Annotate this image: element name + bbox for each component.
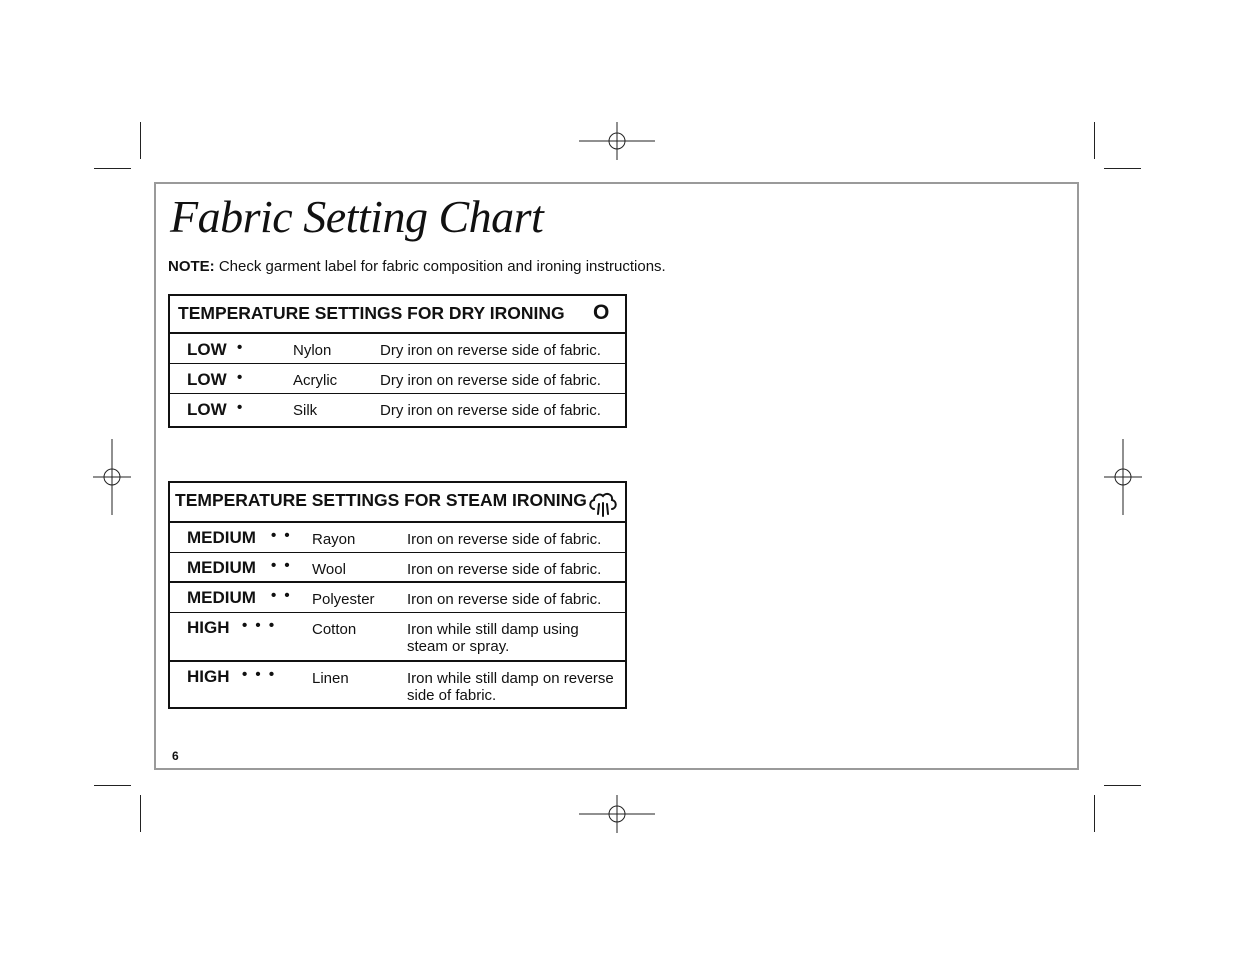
steam-table-header-text: TEMPERATURE SETTINGS FOR STEAM IRONING: [175, 490, 587, 510]
temperature-dots: • •: [271, 557, 292, 574]
temperature-dots: •: [237, 369, 245, 386]
table-row: [170, 662, 625, 709]
crop-mark: [140, 795, 141, 832]
registration-mark-icon: [579, 795, 655, 833]
note: [168, 258, 666, 275]
ironing-instruction: Iron on reverse side of fabric.: [407, 591, 602, 608]
fabric-name: Acrylic: [293, 372, 338, 389]
ironing-instruction: Iron on reverse side of fabric.: [407, 561, 602, 578]
temperature-dots: •: [237, 399, 245, 416]
temperature-dots: • • •: [242, 617, 277, 634]
table-row: [170, 583, 625, 613]
ironing-instruction: Dry iron on reverse side of fabric.: [380, 342, 601, 359]
temperature-dots: • • •: [242, 666, 277, 683]
fabric-name: Rayon: [312, 531, 356, 548]
table-row: [170, 394, 625, 424]
ironing-instruction: Iron while still damp using steam or spray.: [407, 621, 579, 655]
temperature-level: MEDIUM: [187, 558, 256, 577]
temperature-dots: • •: [271, 527, 292, 544]
temperature-dots: •: [237, 339, 245, 356]
crop-mark: [94, 168, 131, 169]
steam-icon: [588, 489, 618, 517]
dry-ironing-table: [168, 294, 627, 428]
fabric-name: Polyester: [312, 591, 375, 608]
table-row: [170, 523, 625, 553]
dry-table-header: [170, 296, 625, 334]
crop-mark: [1104, 785, 1141, 786]
ironing-instruction: Dry iron on reverse side of fabric.: [380, 402, 601, 419]
temperature-level: MEDIUM: [187, 588, 256, 607]
temperature-level: LOW: [187, 370, 227, 389]
note-label: NOTE:: [168, 258, 215, 275]
table-row: [170, 334, 625, 364]
fabric-name: Nylon: [293, 342, 332, 359]
fabric-name: Wool: [312, 561, 346, 578]
ironing-instruction: Iron while still damp on reverse side of fabric.: [407, 670, 614, 704]
registration-mark-icon: [579, 122, 655, 160]
temperature-level: MEDIUM: [187, 528, 256, 547]
table-row: [170, 613, 625, 662]
crop-mark: [1094, 795, 1095, 832]
steam-table-header: [170, 483, 625, 523]
ironing-instruction: Iron on reverse side of fabric.: [407, 531, 602, 548]
table-row: [170, 553, 625, 583]
temperature-level: LOW: [187, 400, 227, 419]
fabric-name: Silk: [293, 402, 318, 419]
temperature-level: HIGH: [187, 667, 230, 686]
crop-mark: [1094, 122, 1095, 159]
crop-mark: [1104, 168, 1141, 169]
crop-mark: [140, 122, 141, 159]
page-number: 6: [172, 749, 179, 763]
dry-table-header-text: TEMPERATURE SETTINGS FOR DRY IRONING: [178, 303, 565, 323]
page-title: Fabric Setting Chart: [170, 191, 544, 242]
fabric-name: Cotton: [312, 621, 357, 638]
registration-mark-icon: [93, 439, 131, 515]
temperature-dots: • •: [271, 587, 292, 604]
fabric-name: Linen: [312, 670, 349, 687]
table-row: [170, 364, 625, 394]
crop-mark: [94, 785, 131, 786]
dry-iron-symbol-icon: O: [593, 301, 610, 324]
temperature-level: LOW: [187, 340, 227, 359]
ironing-instruction: Dry iron on reverse side of fabric.: [380, 372, 601, 389]
temperature-level: HIGH: [187, 618, 230, 637]
steam-ironing-table: [168, 481, 627, 709]
registration-mark-icon: [1104, 439, 1142, 515]
note-text: Check garment label for fabric composition and ironing instructions.: [214, 258, 666, 275]
